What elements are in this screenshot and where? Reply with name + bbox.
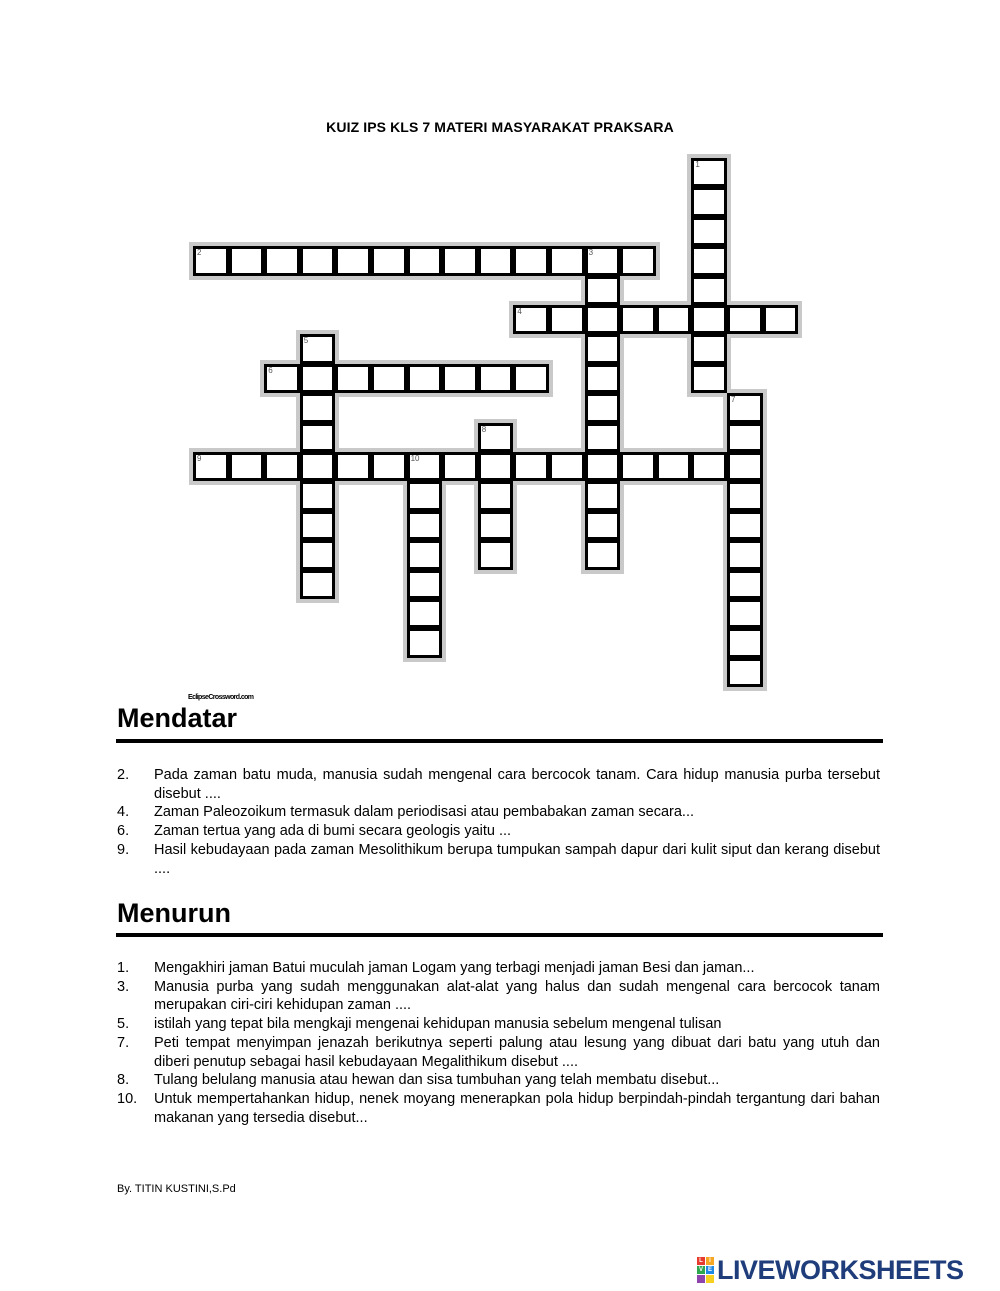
crossword-cell[interactable] [478, 540, 514, 569]
page-title: KUIZ IPS KLS 7 MATERI MASYARAKAT PRAKSARA [326, 119, 674, 135]
cell-number: 5 [303, 336, 309, 346]
cell-number: 1 [695, 160, 700, 169]
across-clue-list [117, 766, 880, 878]
crossword-cell[interactable] [727, 423, 763, 452]
cell-number: 8 [481, 424, 487, 434]
crossword-cell[interactable] [585, 276, 621, 305]
crossword-cell[interactable] [691, 217, 727, 246]
crossword-cell[interactable] [442, 246, 478, 275]
down-clue-5 [117, 1015, 880, 1034]
crossword-cell[interactable] [691, 334, 727, 363]
mendatar-heading: Mendatar [117, 703, 238, 733]
crossword-cell[interactable] [727, 540, 763, 569]
clue-text: Mengakhiri jaman Batui muculah jaman Logam yang terbagi menjadi jaman Besi dan jaman... [154, 960, 755, 976]
clue-text: Peti tempat menyimpan jenazah berikutnya seperti palung atau lesung yang dibuat dari batu yang utuh dan diberi penutup sebagai hasil kebudayaan Megalithikum disebut .... [154, 1034, 880, 1070]
crossword-cell[interactable] [407, 570, 443, 599]
crossword-cell[interactable] [407, 452, 443, 481]
crossword-cell[interactable] [727, 393, 763, 422]
clue-number: 3. [117, 978, 130, 995]
clue-text: Zaman Paleozoikum termasuk dalam periodisasi atau pembabakan zaman secara... [154, 804, 694, 821]
clue-number: 2. [117, 767, 130, 783]
clue-number: 8. [117, 1072, 130, 1089]
clue-number: 5. [117, 1016, 130, 1033]
logo-block: E [707, 1267, 712, 1273]
crossword-cell[interactable] [264, 246, 300, 275]
crossword-cell[interactable] [300, 246, 336, 275]
crossword-cell[interactable] [727, 452, 763, 481]
clue-text: Zaman tertua yang ada di bumi secara geologis yaitu ... [154, 823, 512, 840]
across-clue-6 [117, 822, 880, 841]
crossword-cell[interactable] [442, 452, 478, 481]
crossword-cell[interactable] [585, 452, 621, 481]
crossword-cell[interactable] [407, 246, 443, 275]
crossword-cell[interactable] [371, 364, 407, 393]
crossword-cell[interactable] [727, 481, 763, 510]
clue-text: Pada zaman batu muda, manusia sudah mengenal cara bercocok tanam. Cara hidup manusia purba tersebut disebut .... [154, 767, 880, 802]
crossword-cell[interactable] [513, 452, 549, 481]
mendatar-divider [116, 739, 883, 743]
crossword-cell[interactable] [335, 452, 371, 481]
crossword-cell[interactable] [585, 334, 621, 363]
crossword-cell[interactable] [691, 364, 727, 393]
crossword-cell[interactable] [513, 305, 549, 334]
crossword-cell[interactable] [407, 599, 443, 628]
down-clue-3 [117, 978, 880, 1015]
crossword-cell[interactable] [691, 452, 727, 481]
menurun-heading: Menurun [117, 898, 231, 928]
down-clue-7 [117, 1034, 880, 1071]
logo-block [697, 1275, 705, 1283]
crossword-cell[interactable] [478, 423, 514, 452]
crossword-cell[interactable] [478, 364, 514, 393]
crossword-cell[interactable] [300, 481, 336, 510]
crossword-cell[interactable] [620, 246, 656, 275]
crossword-cell[interactable] [656, 305, 692, 334]
author-credit: By. TITIN KUSTINI,S.Pd [117, 1183, 236, 1195]
crossword-cell[interactable] [513, 246, 549, 275]
crossword-cell[interactable] [193, 452, 229, 481]
crossword-cell[interactable] [335, 246, 371, 275]
crossword-cell[interactable] [442, 364, 478, 393]
crossword-cell[interactable] [727, 599, 763, 628]
crossword-cell[interactable] [300, 334, 336, 363]
clue-number: 1. [117, 960, 130, 976]
crossword-cell[interactable] [585, 540, 621, 569]
crossword-cell[interactable] [300, 570, 336, 599]
crossword-cell[interactable] [620, 305, 656, 334]
clue-number: 7. [117, 1034, 130, 1051]
crossword-cell[interactable] [300, 364, 336, 393]
crossword-cell[interactable] [335, 364, 371, 393]
logo-blocks-icon [697, 1257, 714, 1283]
logo-block: V [698, 1267, 703, 1273]
logo-block: I [706, 1257, 714, 1265]
cell-number: 7 [731, 395, 736, 405]
crossword-cell[interactable] [300, 511, 336, 540]
crossword-cell[interactable] [549, 305, 585, 334]
crossword-cell[interactable] [478, 511, 514, 540]
clue-text: Tulang belulang manusia atau hewan dan sisa tumbuhan yang telah membatu disebut... [154, 1072, 720, 1089]
clue-number: 9. [117, 841, 130, 858]
crossword-cell[interactable] [656, 452, 692, 481]
crossword-cell[interactable] [478, 481, 514, 510]
logo-block [706, 1275, 714, 1283]
clue-number: 4. [117, 804, 130, 821]
crossword-cell[interactable] [549, 246, 585, 275]
cell-number: 4 [517, 307, 522, 316]
crossword-cell[interactable] [727, 305, 763, 334]
crossword-cell[interactable] [727, 658, 763, 687]
cell-number: 9 [197, 454, 202, 463]
clue-number: 10. [117, 1090, 138, 1107]
crossword-cell[interactable] [229, 452, 265, 481]
crossword-cell[interactable] [371, 452, 407, 481]
crossword-cell[interactable] [585, 423, 621, 452]
crossword-cell[interactable] [300, 393, 336, 422]
logo-text: LIVEWORKSHEETS [717, 1254, 964, 1285]
cell-number: 2 [197, 248, 202, 258]
crossword-cell[interactable] [585, 393, 621, 422]
crossword-cell[interactable] [727, 570, 763, 599]
crossword-cell[interactable] [513, 364, 549, 393]
crossword-cell[interactable] [407, 628, 443, 657]
crossword-cell[interactable] [478, 452, 514, 481]
down-clue-10 [117, 1090, 880, 1127]
down-clue-1 [117, 959, 880, 978]
crossword-cell[interactable] [264, 452, 300, 481]
across-clue-9 [117, 841, 880, 878]
crossword-cell[interactable] [585, 511, 621, 540]
crossword-cell[interactable] [585, 246, 621, 275]
crossword-cell[interactable] [407, 481, 443, 510]
crossword-cell[interactable] [691, 158, 727, 187]
across-clue-4 [117, 803, 880, 822]
menurun-divider [116, 933, 883, 937]
crossword-cell[interactable] [300, 540, 336, 569]
crossword-cell[interactable] [620, 452, 656, 481]
crossword-cell[interactable] [478, 246, 514, 275]
crossword-credit: EclipseCrossword.com [188, 694, 254, 701]
crossword-cell[interactable] [727, 511, 763, 540]
crossword-cell[interactable] [407, 364, 443, 393]
crossword-cell[interactable] [549, 452, 585, 481]
across-clue-2 [117, 766, 880, 803]
crossword-cell[interactable] [691, 276, 727, 305]
crossword-cell[interactable] [691, 305, 727, 334]
crossword-cell[interactable] [691, 187, 727, 216]
cell-number: 3 [588, 248, 594, 258]
clue-number: 6. [117, 823, 130, 840]
crossword-cell[interactable] [407, 511, 443, 540]
clue-text: Untuk mempertahankan hidup, nenek moyang menerapkan pola hidup berpindah-pindah tergantung dari bahan makanan yang tersedia disebut... [154, 1090, 880, 1126]
crossword-cell[interactable] [585, 481, 621, 510]
crossword-cell[interactable] [371, 246, 407, 275]
down-clue-list [117, 959, 880, 1127]
crossword-cell[interactable] [229, 246, 265, 275]
crossword-cell[interactable] [264, 364, 300, 393]
clue-text: Hasil kebudayaan pada zaman Mesolithikum berupa tumpukan sampah dapur dari kulit siput dan kerang disebut .... [154, 841, 880, 877]
crossword-cell[interactable] [585, 305, 621, 334]
liveworksheets-logo[interactable] [697, 1255, 964, 1285]
crossword-cell[interactable] [691, 246, 727, 275]
crossword-cell[interactable] [193, 246, 229, 275]
crossword-cell[interactable] [300, 423, 336, 452]
crossword-cell[interactable] [407, 540, 443, 569]
clue-text: istilah yang tepat bila mengkaji mengenai kehidupan manusia sebelum mengenal tulisan [154, 1016, 722, 1033]
logo-block: L [697, 1257, 705, 1265]
crossword-cell[interactable] [727, 628, 763, 657]
cell-number: 6 [268, 365, 273, 375]
cell-number: 10 [410, 454, 420, 463]
down-clue-8 [117, 1071, 880, 1090]
crossword-cell[interactable] [763, 305, 799, 334]
crossword-cell[interactable] [585, 364, 621, 393]
clue-text: Manusia purba yang sudah menggunakan alat-alat yang halus dan sudah mengenal cara bercocok tanam merupakan ciri-ciri kehidupan zaman .... [154, 978, 880, 1014]
crossword-cell[interactable] [300, 452, 336, 481]
